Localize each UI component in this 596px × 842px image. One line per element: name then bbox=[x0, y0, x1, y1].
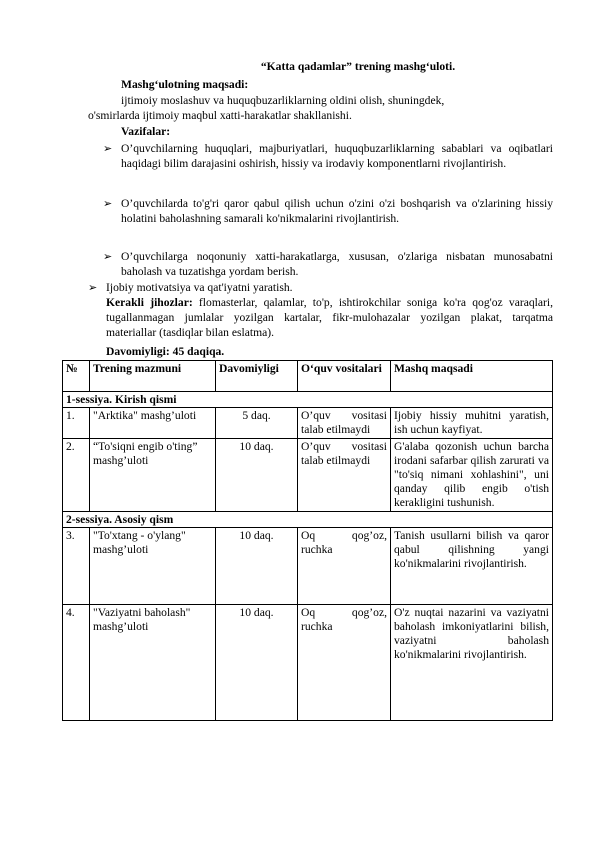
row-content: "Arktika" mashg’uloti bbox=[90, 408, 216, 439]
bullet-arrow-icon: ➢ bbox=[103, 143, 113, 155]
row-duration: 10 daq. bbox=[216, 605, 298, 721]
row-duration: 5 daq. bbox=[216, 408, 298, 439]
purpose-line-1: ijtimoiy moslashuv va huquqbuzarliklarning oldini olish, shuningdek, bbox=[121, 94, 445, 107]
col-header-duration: Davomiyligi bbox=[216, 361, 298, 392]
task-item: O’quvchilarda to'g'ri qaror qabul qilish uchun o'zini o'zi boshqarish va o'zlarining hissiy holatini baholashning samarali ko'nikmalarini rivojlantirish. bbox=[121, 197, 553, 225]
section-row bbox=[63, 512, 553, 528]
purpose-heading: Mashg‘ulotning maqsadi: bbox=[121, 78, 249, 91]
row-content: "Vaziyatni baholash" mashg’uloti bbox=[90, 605, 216, 721]
equipment-text: flomasterlar, qalamlar, to'p, ishtirokchilar soniga ko'ra qog'oz varaqlari, tugallanmagan jumlalar yozilgan kartalar, fikr-mulohazalar yozilgan plakat, tarqatma materiallar (tasdiqlar bilan eslatma). bbox=[106, 296, 553, 339]
bullet-arrow-icon: ➢ bbox=[103, 251, 113, 263]
table-row bbox=[63, 439, 553, 512]
training-table bbox=[62, 360, 553, 721]
row-goal: G'alaba qozonish uchun barcha irodani safarbar qilish zarurati va "to'siq nimani xohlashini", uni qanday qilib engib o'tish kerakligini tushunish. bbox=[391, 439, 553, 512]
bullet-arrow-icon: ➢ bbox=[88, 282, 98, 294]
table-row bbox=[63, 605, 553, 721]
section-title: 2-sessiya. Asosiy qism bbox=[63, 512, 553, 528]
row-tools: Oq qog’oz, ruchka bbox=[298, 528, 391, 605]
row-tools: Oq qog’oz, ruchka bbox=[298, 605, 391, 721]
row-goal: Tanish usullarni bilish va qaror qabul qilishning yangi ko'nikmalarini rivojlantirish. bbox=[391, 528, 553, 605]
row-number: 1. bbox=[63, 408, 90, 439]
row-tools: O’quv vositasi talab etilmaydi bbox=[298, 408, 391, 439]
equipment-label: Kerakli jihozlar: bbox=[106, 296, 193, 309]
row-number: 2. bbox=[63, 439, 90, 512]
task-item: O’quvchilarga noqonuniy xatti-harakatlarga, xususan, o'zlariga nisbatan munosabatni baholash va tuzatishga yordam berish. bbox=[121, 250, 553, 278]
table-header-row bbox=[63, 361, 553, 392]
col-header-tools: O‘quv vositalari bbox=[298, 361, 391, 392]
row-duration: 10 daq. bbox=[216, 439, 298, 512]
equipment-paragraph bbox=[106, 295, 553, 340]
row-number: 3. bbox=[63, 528, 90, 605]
row-tools: O’quv vositasi talab etilmaydi bbox=[298, 439, 391, 512]
table-row bbox=[63, 528, 553, 605]
row-goal: O'z nuqtai nazarini va vaziyatni baholash imkoniyatlarini bilish, vaziyatni baholash ko'nikmalarini rivojlantirish. bbox=[391, 605, 553, 721]
col-header-goal: Mashq maqsadi bbox=[391, 361, 553, 392]
section-row bbox=[63, 392, 553, 408]
motivation-text: Ijobiy motivatsiya va qat'iyatni yaratish. bbox=[106, 281, 293, 294]
bullet-arrow-icon: ➢ bbox=[103, 198, 113, 210]
document-title: “Katta qadamlar” trening mashg‘uloti. bbox=[260, 60, 456, 73]
row-content: “To'siqni engib o'ting” mashg’uloti bbox=[90, 439, 216, 512]
row-goal: Ijobiy hissiy muhitni yaratish, ish uchun kayfiyat. bbox=[391, 408, 553, 439]
row-content: "To'xtang - o'ylang" mashg’uloti bbox=[90, 528, 216, 605]
tasks-heading: Vazifalar: bbox=[121, 125, 171, 138]
duration-text: Davomiyligi: 45 daqiqa. bbox=[106, 345, 225, 358]
task-item: O’quvchilarning huquqlari, majburiyatlari, huquqbuzarliklarning sabablari va oqibatlari haqidagi bilim darajasini oshirish, hissiy va irodaviy komponentlarni rivojlantirish. bbox=[121, 142, 553, 170]
purpose-line-2: o'smirlarda ijtimoiy maqbul xatti-harakatlar shakllanishi. bbox=[88, 109, 352, 122]
col-header-content: Trening mazmuni bbox=[90, 361, 216, 392]
col-header-number: № bbox=[63, 361, 90, 392]
row-duration: 10 daq. bbox=[216, 528, 298, 605]
table-row bbox=[63, 408, 553, 439]
section-title: 1-sessiya. Kirish qismi bbox=[63, 392, 553, 408]
row-number: 4. bbox=[63, 605, 90, 721]
